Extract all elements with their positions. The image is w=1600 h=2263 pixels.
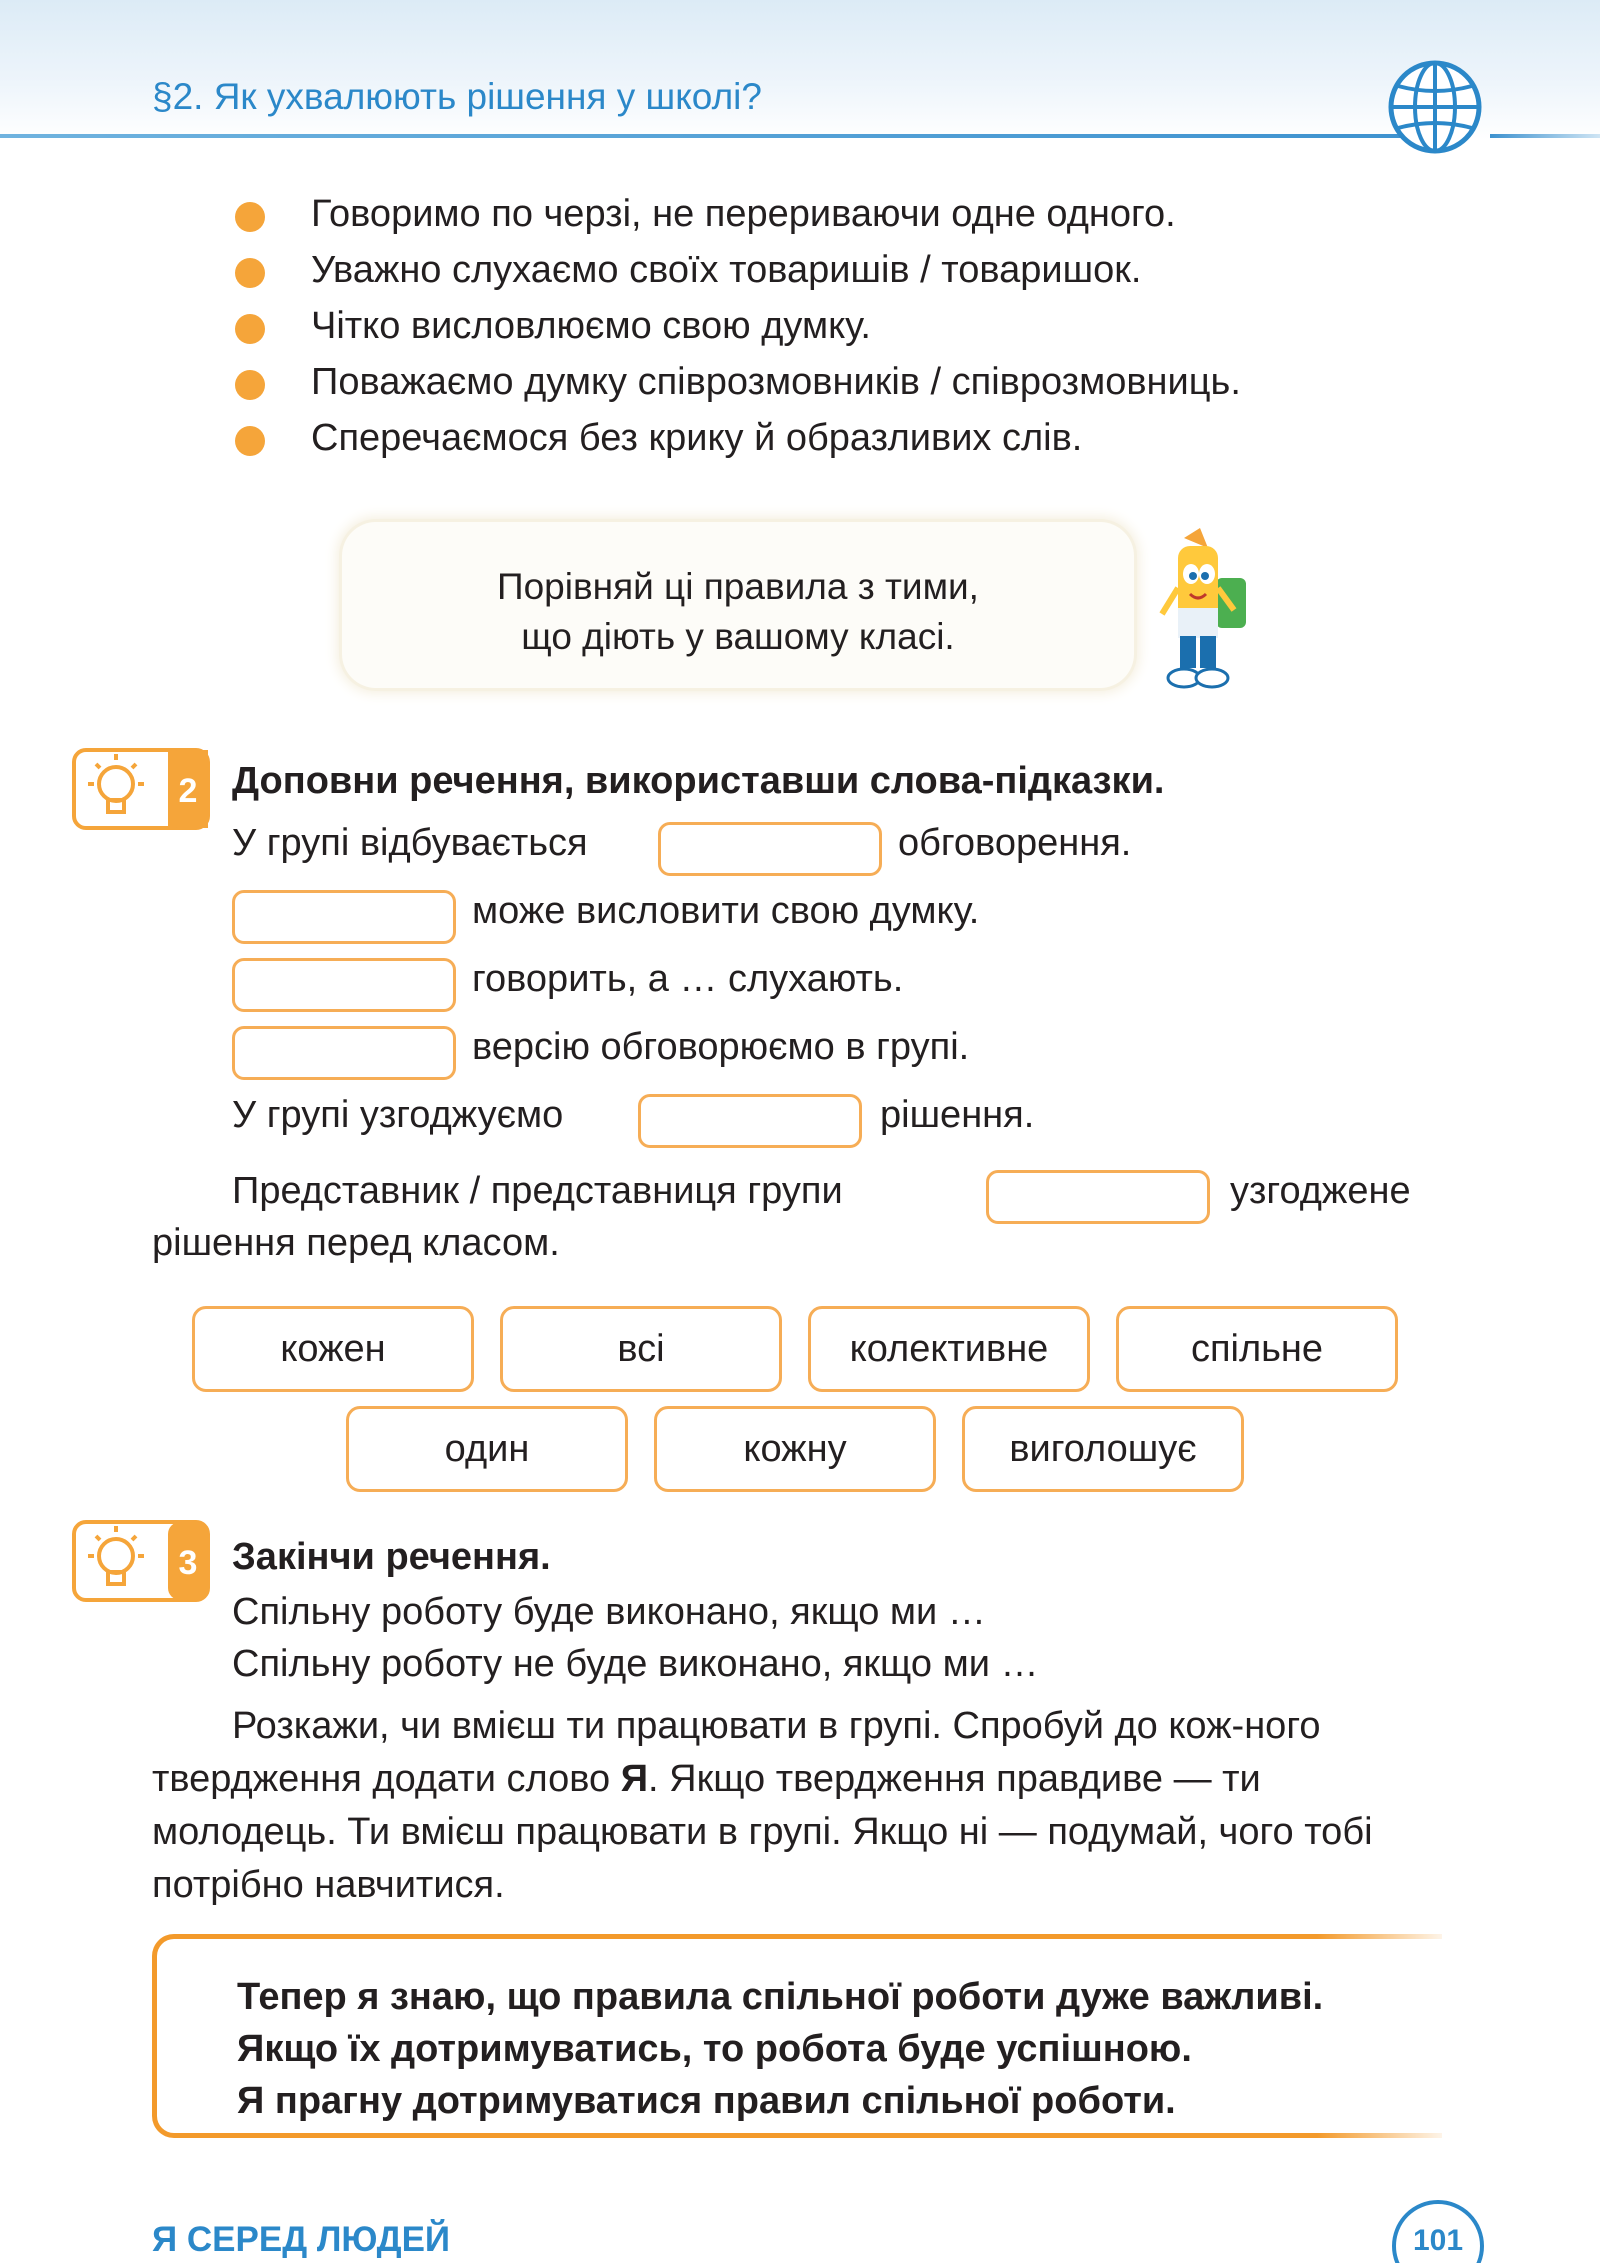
bullet-icon (235, 202, 265, 232)
word-chip[interactable]: спільне (1116, 1306, 1398, 1392)
sentence-text: може висловити свою думку. (472, 890, 980, 932)
task-number: 3 (178, 1544, 198, 1582)
header-divider (0, 134, 1440, 138)
list-item: Уважно слухаємо своїх товаришів / товаришок. (235, 242, 1485, 298)
word-chip[interactable]: всі (500, 1306, 782, 1392)
answer-blank[interactable] (232, 958, 456, 1012)
answer-blank[interactable] (638, 1094, 862, 1148)
sentence-text: У групі відбувається (232, 822, 588, 864)
answer-blank[interactable] (232, 890, 456, 944)
word-chip[interactable]: один (346, 1406, 628, 1492)
bullet-icon (235, 258, 265, 288)
footer-section-name: Я СЕРЕД ЛЮДЕЙ (152, 2220, 451, 2259)
sentence-text: версію обговорюємо в групі. (472, 1026, 970, 1068)
lightbulb-task-icon (72, 1520, 210, 1602)
answer-blank[interactable] (986, 1170, 1210, 1224)
pencil-mascot-icon (1148, 528, 1258, 694)
speech-text: Порівняй ці правила з тими, що діють у вашому класі. (497, 566, 979, 657)
sentence-text: рішення. (880, 1094, 1035, 1136)
list-item: Сперечаємося без крику й образливих слів. (235, 410, 1485, 466)
conclusion-box (152, 1934, 1442, 2138)
list-item: Чітко висловлюємо свою думку. (235, 298, 1485, 354)
bullet-icon (235, 314, 265, 344)
task3-title: Закінчи речення. (232, 1536, 551, 1578)
task-number: 2 (178, 772, 198, 810)
bullet-icon (235, 370, 265, 400)
sentence-text: обговорення. (898, 822, 1132, 864)
sentence-text: Представник / представниця групи (232, 1170, 843, 1212)
list-item: Говоримо по черзі, не перериваючи одне одного. (235, 186, 1485, 242)
rules-list (235, 186, 1485, 466)
lightbulb-task-icon (72, 748, 210, 830)
page-number: 101 (1392, 2200, 1484, 2263)
answer-blank[interactable] (232, 1026, 456, 1080)
list-item: Поважаємо думку співрозмовників / співрозмовниць. (235, 354, 1485, 410)
header-divider-right (1490, 134, 1600, 138)
answer-blank[interactable] (658, 822, 882, 876)
word-chip[interactable]: кожну (654, 1406, 936, 1492)
word-chip[interactable]: колективне (808, 1306, 1090, 1392)
speech-bubble (342, 522, 1134, 688)
conclusion-text: Тепер я знаю, що правила спільної роботи дуже важливі. Якщо їх дотримуватись, то робота буде успішною. Я прагну дотримуватися правил спільної роботи. (237, 1976, 1324, 2122)
task2-title: Доповни речення, використавши слова-підказки. (232, 760, 1165, 802)
sentence-text: говорить, а … слухають. (472, 958, 904, 1000)
globe-icon (1388, 60, 1482, 154)
instruction-paragraph: Розкажи, чи вмієш ти працювати в групі. Спробуй до кож-ного твердження додати слово Я. Якщо твердження правдиве — ти молодець. Ти вмієш працювати в групі. Якщо ні — подумай, чого тобі потрібно навчитися. (152, 1705, 1373, 1906)
bullet-icon (235, 426, 265, 456)
sentence-text: рішення перед класом. (152, 1222, 560, 1264)
sentence-text: У групі узгоджуємо (232, 1094, 564, 1136)
sentence-text: узгоджене (1230, 1170, 1411, 1212)
header-band (0, 0, 1600, 140)
section-title: §2. Як ухвалюють рішення у школі? (152, 76, 762, 117)
word-chip[interactable]: кожен (192, 1306, 474, 1392)
task3-sentences: Спільну роботу буде виконано, якщо ми … Спільну роботу не буде виконано, якщо ми … (232, 1591, 1039, 1685)
word-chip[interactable]: виголошує (962, 1406, 1244, 1492)
